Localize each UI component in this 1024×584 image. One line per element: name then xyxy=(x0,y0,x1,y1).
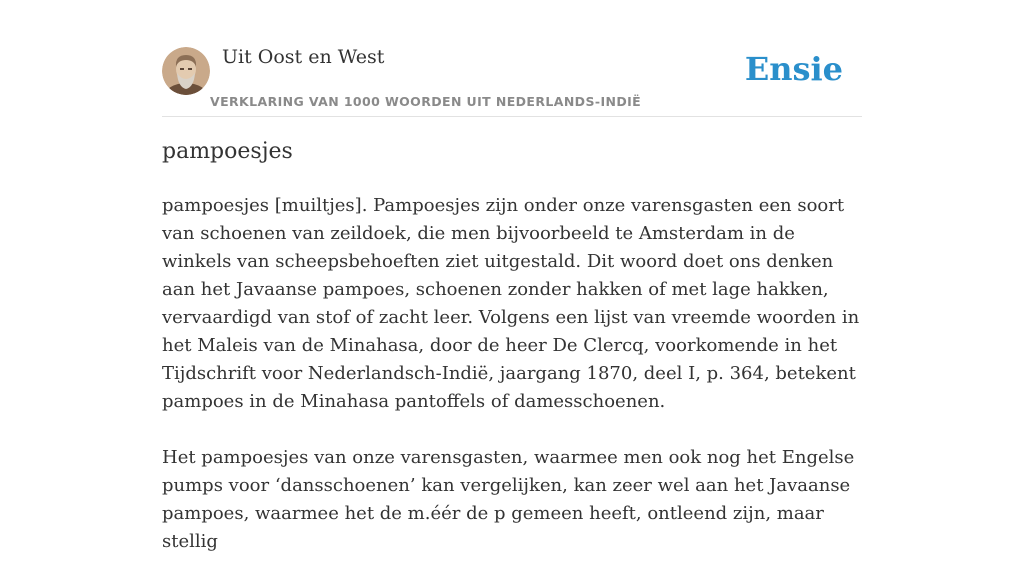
ensie-logo[interactable]: Ensie xyxy=(744,50,843,88)
entry-paragraph: pampoesjes [muiltjes]. Pampoesjes zijn onder onze varensgasten een soort van schoenen van zeildoek, die men bijvoorbeeld te Amsterdam in de winkels van scheepsbehoeften ziet uitgestald. Dit woord doet ons denken aan het Javaanse pampoes, schoenen zonder hakken of met lage hakken, vervaardigd van stof of zacht leer. Volgens een lijst van vreemde woorden in het Maleis van de Minahasa, door de heer De Clercq, voorkomende in het Tijdschrift voor Nederlandsch-Indië, jaargang 1870, deel I, p. 364, betekent pampoes in de Minahasa pantoffels of damesschoenen. xyxy=(162,195,860,412)
page-header xyxy=(162,0,862,117)
author-link[interactable]: Uit Oost en West xyxy=(222,46,385,68)
author-avatar[interactable] xyxy=(162,47,210,95)
entry-title: pampoesjes xyxy=(162,139,293,164)
source-subtitle: VERKLARING VAN 1000 WOORDEN UIT NEDERLANDS-INDIË xyxy=(210,94,642,109)
entry-paragraph: Het pampoesjes van onze varensgasten, waarmee men ook nog het Engelse pumps voor ‘dansschoenen’ kan vergelijken, kan zeer wel aan het Javaanse pampoes, waarmee het de m.éér de p gemeen heeft, ontleend zijn, maar stellig xyxy=(162,447,855,552)
entry-body xyxy=(162,192,862,584)
